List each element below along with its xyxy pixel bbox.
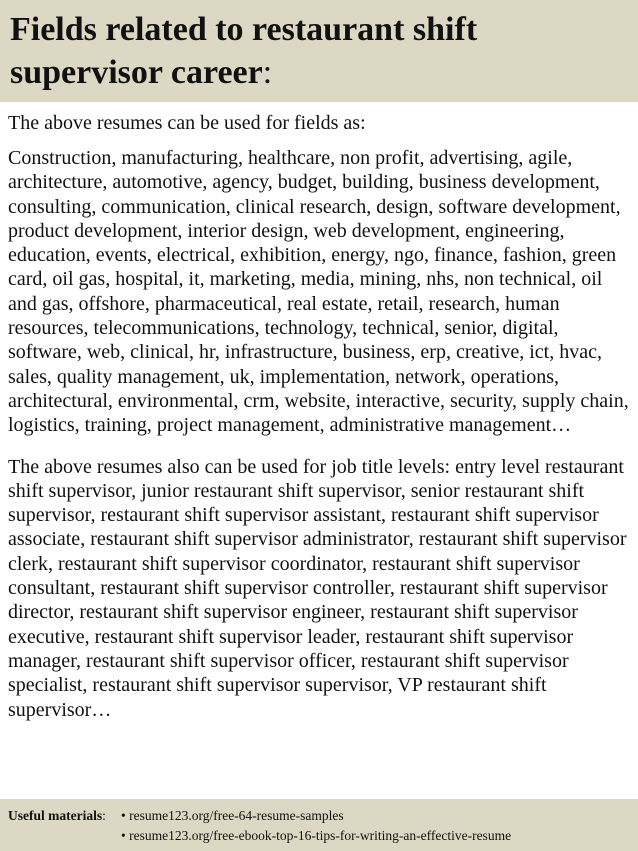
fields-paragraph: Construction, manufacturing, healthcare, non profit, advertising, agile, architecture, automotive, agency, budget, building, business development, consulting, communication, clinical research, design, software development, product development, interior design, web development, engineering, education, events, electrical, exhibition, energy, ngo, finance, fashion, green card, oil gas, hospital, it, marketing, media, mining, nhs, non technical, oil and gas, offshore, pharmaceutical, real estate, retail, research, human resources, telecommunications, technology, technical, senior, digital, software, web, clinical, hr, infrastructure, business, erp, creative, ict, hvac, sales, quality management, uk, implementation, network, operations, architectural, environmental, crm, website, interactive, security, supply chain, logistics, training, project management, administrative management… — [8, 147, 629, 437]
job-levels-paragraph: The above resumes also can be used for job title levels: entry level restaurant shift supervisor, junior restaurant shift supervisor, senior restaurant shift supervisor, restaurant shift supervisor assistant, restaurant shift supervisor associate, restaurant shift supervisor administrator, restaurant shift supervisor clerk, restaurant shift supervisor coordinator, restaurant shift supervisor consultant, restaurant shift supervisor controller, restaurant shift supervisor director, restaurant shift supervisor engineer, restaurant shift supervisor executive, restaurant shift supervisor leader, restaurant shift supervisor manager, restaurant shift supervisor officer, restaurant shift supervisor specialist, restaurant shift supervisor supervisor, VP restaurant shift supervisor… — [8, 455, 627, 721]
footer-row-2 — [8, 826, 638, 846]
main-content — [8, 110, 632, 722]
page-title-text: Fields related to restaurant shift supervisor career — [10, 11, 478, 91]
useful-materials-label — [8, 806, 121, 826]
intro-text: The above resumes can be used for fields as: — [8, 112, 366, 134]
useful-materials-colon: : — [102, 808, 106, 823]
resource-link-ebook[interactable]: • resume123.org/free-ebook-top-16-tips-for-writing-an-effective-resume — [121, 828, 512, 843]
footer-band — [0, 799, 638, 851]
footer-label-spacer — [8, 826, 121, 846]
resource-link-samples[interactable]: • resume123.org/free-64-resume-samples — [121, 808, 344, 823]
useful-materials-label-text: Useful materials — [8, 808, 103, 823]
page-title-colon: : — [262, 54, 273, 91]
header-band — [0, 0, 638, 102]
footer-row-1 — [8, 806, 638, 826]
page-title — [10, 8, 628, 94]
